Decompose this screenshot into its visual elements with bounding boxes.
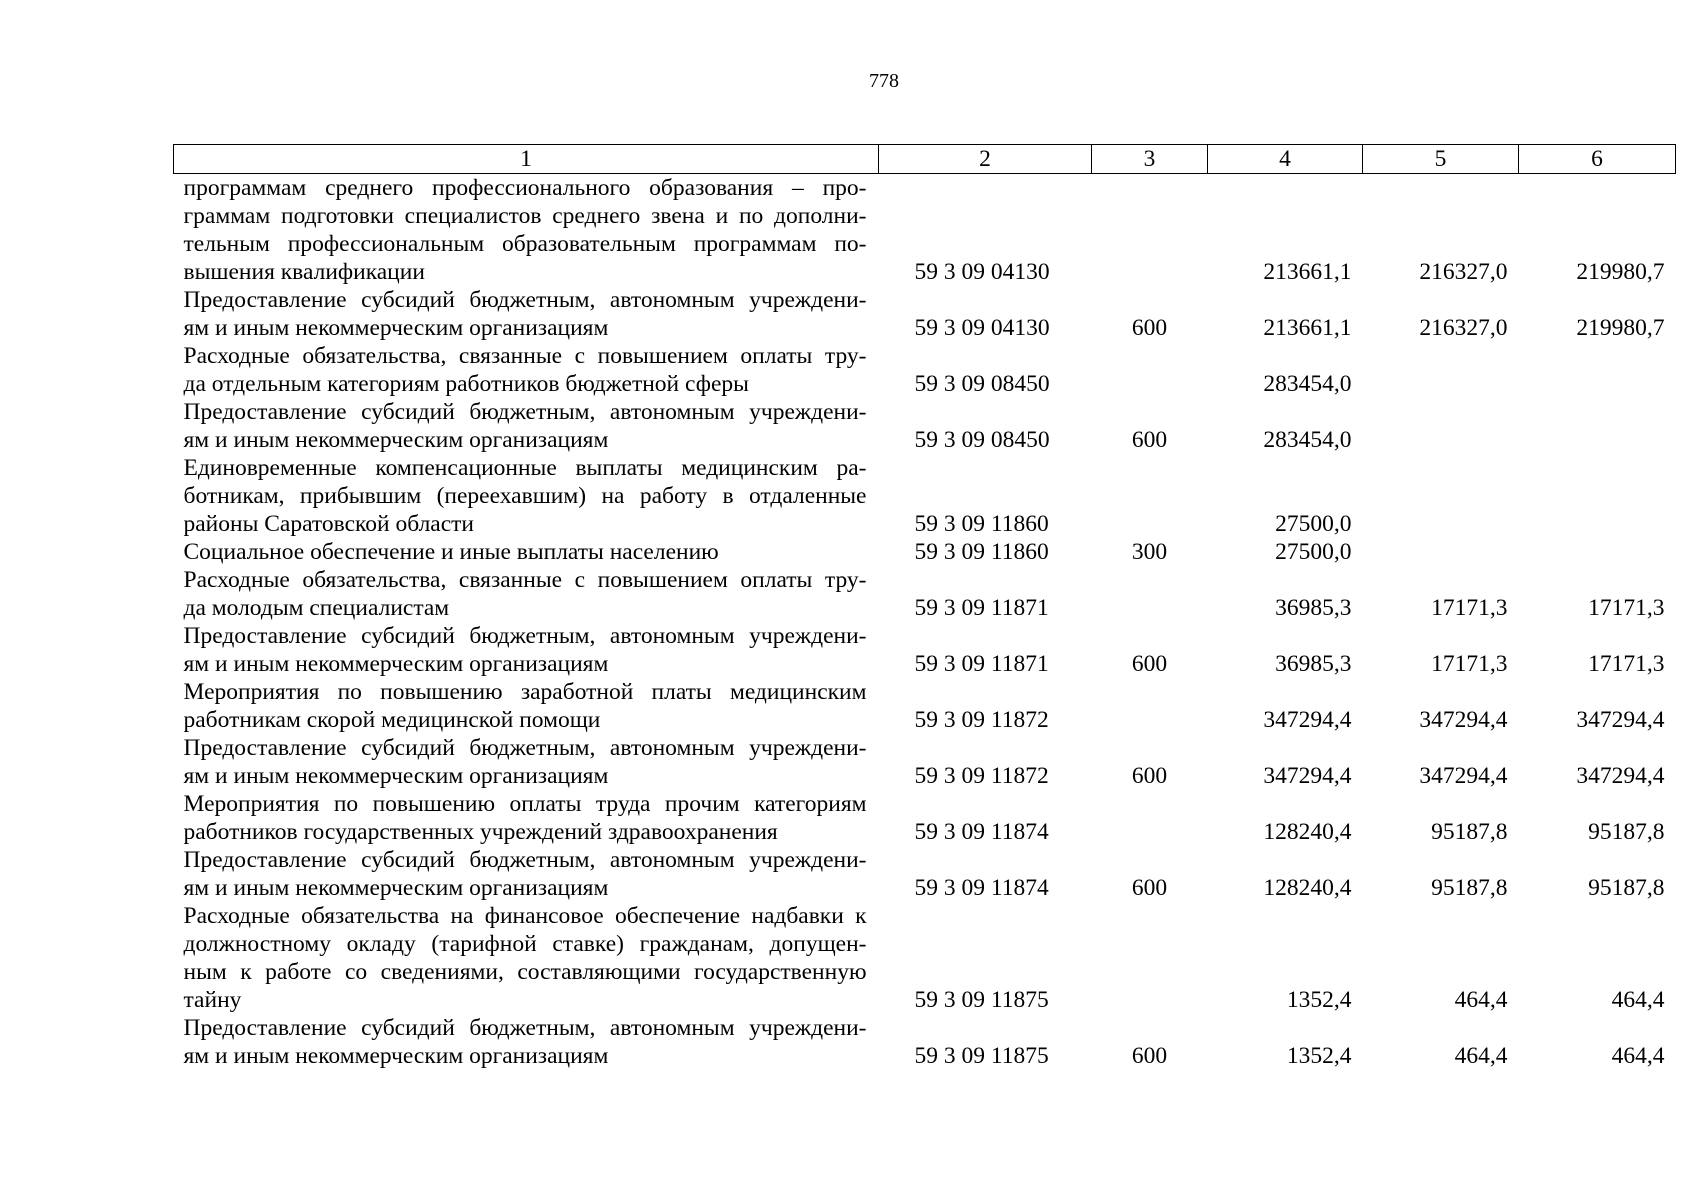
row-description [174, 734, 879, 790]
description-line: ям и иным некоммерческим организациям [183, 315, 609, 341]
description-line: ботникам, прибывшим (переехавшим) на работу в отдаленные [183, 483, 867, 509]
row-value-2 [1363, 454, 1519, 538]
description-line: Предоставление субсидий бюджетным, автономным учреждени- [183, 399, 867, 425]
row-value-2 [1363, 538, 1519, 566]
description-line: Предоставление субсидий бюджетным, автономным учреждени- [183, 847, 867, 873]
row-expense-type: 600 [1131, 875, 1168, 901]
row-value-1: 213661,1 [1263, 315, 1352, 341]
row-value-3 [1519, 342, 1676, 398]
description-line: Мероприятия по повышению заработной платы медицинским [183, 679, 867, 705]
description-line: вышения квалификации [183, 259, 425, 285]
row-value-1: 347294,4 [1263, 707, 1352, 733]
row-code: 59 3 09 11875 [914, 1043, 1049, 1069]
row-expense-type: 600 [1131, 651, 1168, 677]
description-line: Расходные обязательства, связанные с повышением оплаты тру- [183, 343, 867, 369]
row-value-1: 27500,0 [1275, 511, 1352, 537]
header-cell-code: 2 [879, 145, 1092, 174]
row-value-2: 216327,0 [1419, 315, 1508, 341]
table-row [174, 566, 1676, 622]
row-value-3: 464,4 [1611, 1043, 1665, 1069]
row-value-3: 95187,8 [1588, 875, 1665, 901]
row-value-3: 219980,7 [1576, 259, 1665, 285]
row-description [174, 1014, 879, 1070]
table-row [174, 1014, 1676, 1070]
description-line: граммам подготовки специалистов среднего звена и по дополни- [183, 203, 867, 229]
description-line: Социальное обеспечение и иные выплаты населению [183, 539, 719, 565]
row-value-3 [1519, 454, 1676, 538]
row-code: 59 3 09 11860 [914, 539, 1049, 565]
row-code: 59 3 09 11874 [914, 875, 1049, 901]
table-row [174, 342, 1676, 398]
description-line: Расходные обязательства, связанные с повышением оплаты тру- [183, 567, 867, 593]
row-expense-type: 600 [1131, 763, 1168, 789]
row-expense-type [1092, 790, 1208, 846]
header-row [174, 145, 1676, 174]
description-line: Мероприятия по повышению оплаты труда прочим категориям [183, 791, 867, 817]
row-value-1: 347294,4 [1263, 763, 1352, 789]
row-expense-type [1092, 902, 1208, 1014]
row-value-3: 219980,7 [1576, 315, 1665, 341]
description-line: Предоставление субсидий бюджетным, автономным учреждени- [183, 1015, 867, 1041]
table-row [174, 902, 1676, 1014]
row-value-1: 1352,4 [1286, 1043, 1352, 1069]
row-value-2 [1363, 342, 1519, 398]
row-description [174, 286, 879, 342]
row-expense-type [1092, 566, 1208, 622]
header-cell-value-3: 6 [1519, 145, 1676, 174]
row-code: 59 3 09 11872 [914, 707, 1049, 733]
description-line: должностному окладу (тарифной ставке) гражданам, допущен- [183, 931, 867, 957]
page-number: 778 [869, 70, 899, 92]
description-line: Предоставление субсидий бюджетным, автономным учреждени- [183, 735, 867, 761]
row-code: 59 3 09 04130 [914, 315, 1050, 341]
row-value-3: 17171,3 [1588, 595, 1665, 621]
description-line: программам среднего профессионального образования – про- [183, 175, 867, 201]
description-line: да молодым специалистам [183, 595, 450, 621]
row-expense-type: 600 [1131, 427, 1168, 453]
row-value-1: 283454,0 [1263, 371, 1352, 397]
row-description [174, 342, 879, 398]
table-header [174, 145, 1676, 174]
row-value-3 [1519, 538, 1676, 566]
description-line: ям и иным некоммерческим организациям [183, 875, 609, 901]
budget-table [173, 144, 1676, 1070]
row-expense-type [1092, 678, 1208, 734]
row-value-2: 464,4 [1454, 987, 1508, 1013]
row-description [174, 678, 879, 734]
description-line: работников государственных учреждений здравоохранения [183, 819, 778, 845]
row-value-2: 17171,3 [1431, 595, 1508, 621]
description-line: работникам скорой медицинской помощи [183, 707, 601, 733]
row-value-1: 36985,3 [1275, 651, 1352, 677]
table-row [174, 174, 1676, 287]
row-value-2: 347294,4 [1419, 763, 1508, 789]
row-value-2: 17171,3 [1431, 651, 1508, 677]
header-cell-type: 3 [1092, 145, 1208, 174]
row-code: 59 3 09 08450 [914, 427, 1050, 453]
description-line: ям и иным некоммерческим организациям [183, 651, 609, 677]
header-cell-value-2: 5 [1363, 145, 1519, 174]
row-value-3: 347294,4 [1576, 763, 1665, 789]
row-description [174, 454, 879, 538]
description-line: тайну [183, 987, 242, 1013]
row-value-1: 128240,4 [1263, 875, 1352, 901]
table-row [174, 678, 1676, 734]
row-value-3: 95187,8 [1588, 819, 1665, 845]
row-expense-type [1092, 342, 1208, 398]
row-code: 59 3 09 11872 [914, 763, 1049, 789]
description-line: Расходные обязательства на финансовое обеспечение надбавки к [183, 903, 867, 929]
row-description [174, 846, 879, 902]
row-code: 59 3 09 08450 [914, 371, 1050, 397]
row-expense-type: 600 [1131, 315, 1168, 341]
row-value-3: 17171,3 [1588, 651, 1665, 677]
header-cell-value-1: 4 [1208, 145, 1363, 174]
row-value-1: 27500,0 [1275, 539, 1352, 565]
row-value-3: 464,4 [1611, 987, 1665, 1013]
table-row [174, 622, 1676, 678]
table-row [174, 538, 1676, 566]
table-row [174, 454, 1676, 538]
description-line: ям и иным некоммерческим организациям [183, 427, 609, 453]
row-description [174, 566, 879, 622]
row-value-2: 216327,0 [1419, 259, 1508, 285]
row-value-3: 347294,4 [1576, 707, 1665, 733]
row-value-1: 128240,4 [1263, 819, 1352, 845]
row-expense-type [1092, 454, 1208, 538]
row-code: 59 3 09 11874 [914, 819, 1049, 845]
row-value-2 [1363, 398, 1519, 454]
row-expense-type: 600 [1131, 1043, 1168, 1069]
description-line: ям и иным некоммерческим организациям [183, 763, 609, 789]
row-code: 59 3 09 11875 [914, 987, 1049, 1013]
row-description [174, 622, 879, 678]
row-value-2: 95187,8 [1431, 819, 1508, 845]
row-code: 59 3 09 04130 [914, 259, 1050, 285]
row-value-2: 95187,8 [1431, 875, 1508, 901]
description-line: Предоставление субсидий бюджетным, автономным учреждени- [183, 287, 867, 313]
row-value-2: 347294,4 [1419, 707, 1508, 733]
description-line: ным к работе со сведениями, составляющими государственную [183, 959, 867, 985]
header-cell-description: 1 [174, 145, 879, 174]
row-expense-type [1092, 174, 1208, 287]
table-row [174, 846, 1676, 902]
row-code: 59 3 09 11871 [914, 595, 1049, 621]
row-value-2: 464,4 [1454, 1043, 1508, 1069]
row-description [174, 538, 879, 566]
row-value-1: 36985,3 [1275, 595, 1352, 621]
row-description [174, 902, 879, 1014]
row-value-1: 283454,0 [1263, 427, 1352, 453]
table-body [174, 174, 1676, 1071]
table-row [174, 286, 1676, 342]
row-expense-type: 300 [1131, 539, 1168, 565]
description-line: районы Саратовской области [183, 511, 475, 537]
table-row [174, 790, 1676, 846]
row-code: 59 3 09 11871 [914, 651, 1049, 677]
row-value-1: 1352,4 [1286, 987, 1352, 1013]
row-value-1: 213661,1 [1263, 259, 1352, 285]
row-description [174, 398, 879, 454]
description-line: ям и иным некоммерческим организациям [183, 1043, 609, 1069]
description-line: тельным профессиональным образовательным программам по- [183, 231, 867, 257]
table-row [174, 734, 1676, 790]
row-value-3 [1519, 398, 1676, 454]
table-row [174, 398, 1676, 454]
description-line: да отдельным категориям работников бюджетной сферы [183, 371, 749, 397]
description-line: Предоставление субсидий бюджетным, автономным учреждени- [183, 623, 867, 649]
row-code: 59 3 09 11860 [914, 511, 1049, 537]
description-line: Единовременные компенсационные выплаты медицинским ра- [183, 455, 867, 481]
row-description [174, 174, 879, 287]
row-description [174, 790, 879, 846]
